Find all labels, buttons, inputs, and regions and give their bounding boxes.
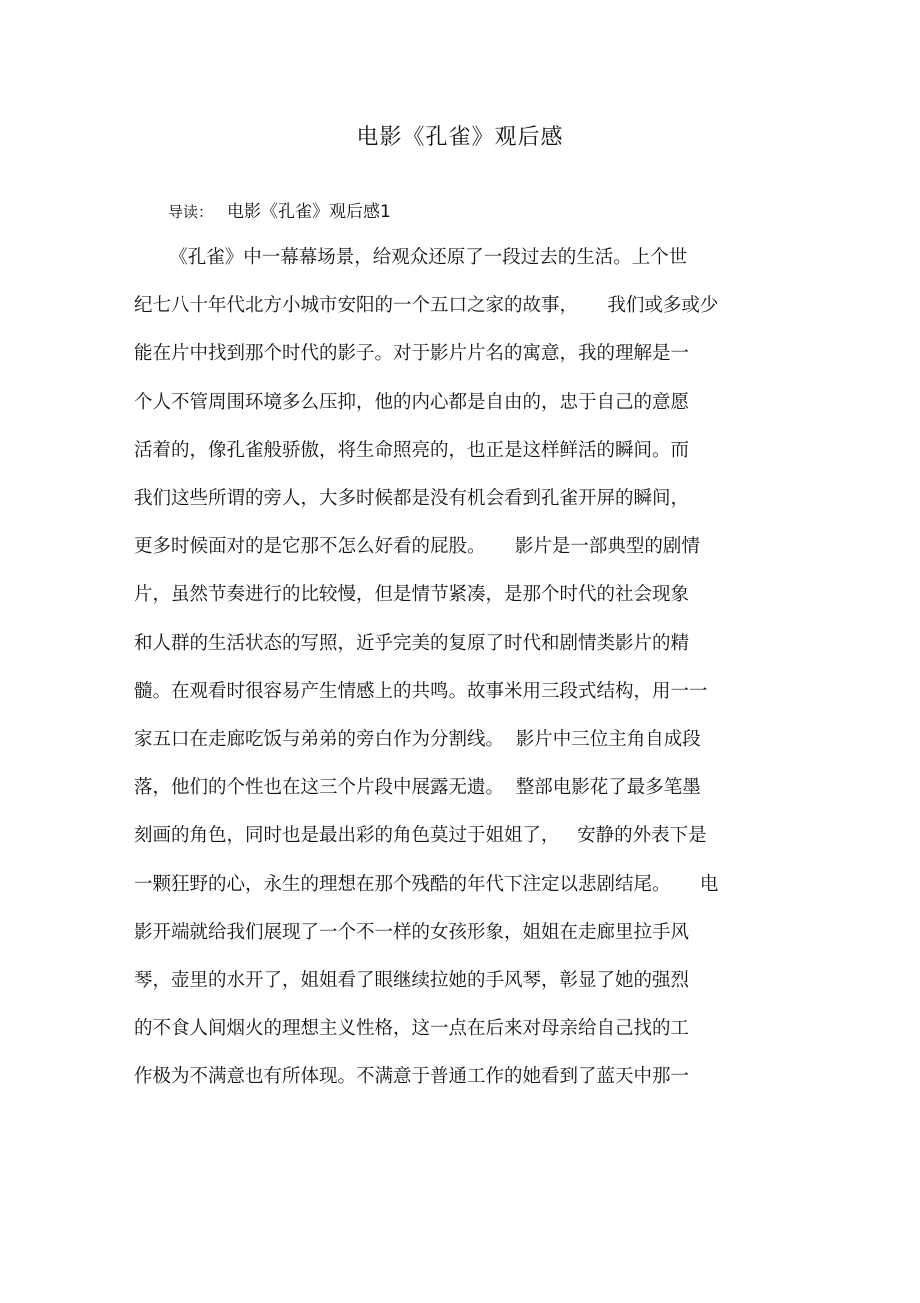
body-line: 一颗狂野的心，永生的理想在那个残酷的年代下注定以悲剧结尾。 电 <box>134 874 719 895</box>
body-line: 影开端就给我们展现了一个不一样的女孩形象，姐姐在走廊里拉手风 <box>134 922 690 943</box>
body-line: 和人群的生活状态的写照，近乎完美的复原了时代和剧情类影片的精 <box>134 633 690 654</box>
body-line: 个人不管周围环境多么压抑，他的内心都是自由的，忠于自己的意愿 <box>134 392 690 413</box>
body-line: 家五口在走廊吃饭与弟弟的旁白作为分割线。 影片中三位主角自成段 <box>134 729 701 750</box>
page-title: 电影《孔雀》观后感 <box>356 125 564 150</box>
body-line: 的不食人间烟火的理想主义性格，这一点在后来对母亲给自己找的工 <box>134 1018 690 1039</box>
body-line: 琴，壶里的水开了，姐姐看了眼继续拉她的手风琴，彰显了她的强烈 <box>134 970 690 991</box>
lead-label: 导读： <box>168 203 214 221</box>
body-line: 能在片中找到那个时代的影子。对于影片片名的寓意，我的理解是一 <box>134 343 690 364</box>
body-line: 更多时候面对的是它那不怎么好看的屁股。 影片是一部典型的剧情 <box>134 536 700 557</box>
lead-text: 电影《孔雀》观后感1 <box>227 202 391 222</box>
body-line: 活着的，像孔雀般骄傲，将生命照亮的，也正是这样鲜活的瞬间。而 <box>134 440 690 461</box>
body-line: 刻画的角色，同时也是最出彩的角色莫过于姐姐了， 安静的外表下是 <box>134 825 707 846</box>
body-line: 纪七八十年代北方小城市安阳的一个五口之家的故事， 我们或多或少 <box>134 295 719 316</box>
body-line: 髓。在观看时很容易产生情感上的共鸣。故事米用三段式结构，用一一 <box>134 681 708 702</box>
body-line: 《孔雀》中一幕幕场景，给观众还原了一段过去的生活。上个世 <box>134 247 688 268</box>
body-line: 我们这些所谓的旁人，大多时候都是没有机会看到孔雀开屏的瞬间， <box>134 488 690 509</box>
body-line: 作极为不满意也有所体现。不满意于普通工作的她看到了蓝天中那一 <box>134 1066 690 1087</box>
lead-line <box>168 199 391 225</box>
body-line: 落，他们的个性也在这三个片段中展露无遗。 整部电影花了最多笔墨 <box>134 777 701 798</box>
body-line: 片，虽然节奏进行的比较慢，但是情节紧凑，是那个时代的社会现象 <box>134 584 690 605</box>
